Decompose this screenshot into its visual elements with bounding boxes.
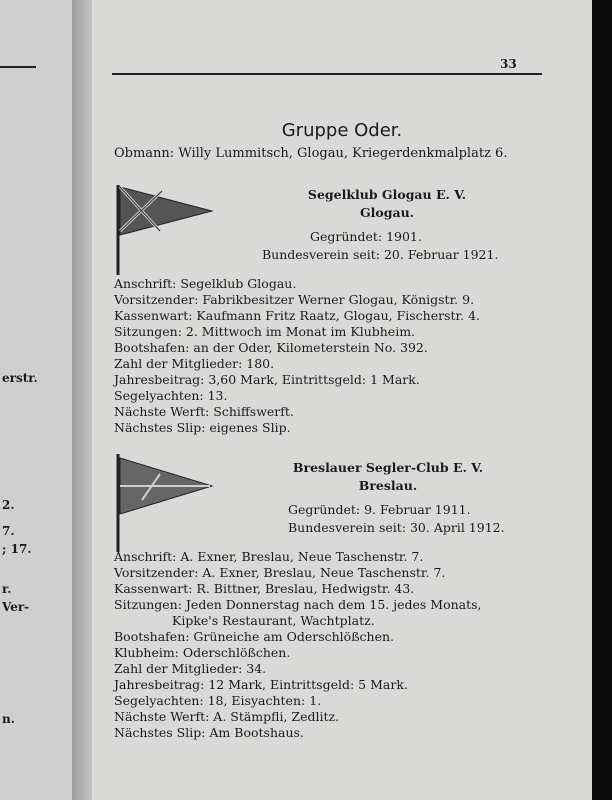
club-entry: Kassenwart: Kaufmann Fritz Raatz, Glogau, Fischerstr. 4.	[114, 308, 481, 323]
left-page-fragment: n.	[2, 712, 15, 726]
club-entry: Kassenwart: R. Bittner, Breslau, Hedwigstr. 43.	[114, 581, 415, 596]
left-page-fragment: erstr.	[2, 371, 38, 385]
header-rule	[112, 73, 542, 75]
club-entry: Anschrift: A. Exner, Breslau, Neue Taschenstr. 7.	[114, 549, 424, 564]
left-page-fragment: Ver-	[2, 600, 30, 614]
club-entry: Bootshafen: an der Oder, Kilometerstein No. 392.	[114, 340, 428, 355]
breslau-pennant-icon	[112, 452, 216, 552]
right-page	[92, 0, 592, 800]
club-founded: Gegründet: 1901.	[310, 229, 422, 244]
left-page-rule	[0, 66, 36, 68]
obmann-line: Obmann: Willy Lummitsch, Glogau, Kriegerdenkmalplatz 6.	[114, 146, 508, 161]
club-name: Segelklub Glogau E. V.	[307, 187, 467, 202]
club-entry: Anschrift: Segelklub Glogau.	[114, 276, 297, 291]
club-entry: Zahl der Mitglieder: 180.	[114, 356, 275, 371]
section-heading: Gruppe Oder.	[281, 120, 403, 141]
club-federation: Bundesverein seit: 20. Februar 1921.	[262, 247, 499, 262]
left-page	[0, 0, 72, 800]
club-entry: Klubheim: Oderschlößchen.	[114, 645, 291, 660]
club-entry: Nächstes Slip: Am Bootshaus.	[114, 725, 304, 740]
left-page-fragment: r.	[2, 582, 12, 596]
club-entry: Vorsitzender: A. Exner, Breslau, Neue Taschenstr. 7.	[114, 565, 446, 580]
club-entry: Jahresbeitrag: 12 Mark, Eintrittsgeld: 5 Mark.	[114, 677, 408, 692]
club-city: Breslau.	[358, 478, 418, 493]
club-entry: Bootshafen: Grüneiche am Oderschlößchen.	[114, 629, 395, 644]
club-name: Breslauer Segler-Club E. V.	[292, 460, 484, 475]
club-entry: Nächste Werft: Schiffswerft.	[114, 404, 294, 419]
club-entry: Jahresbeitrag: 3,60 Mark, Eintrittsgeld: 1 Mark.	[114, 372, 420, 387]
club-entry: Segelyachten: 18, Eisyachten: 1.	[114, 693, 322, 708]
club-entry: Sitzungen: 2. Mittwoch im Monat im Klubheim.	[114, 324, 416, 339]
club-federation: Bundesverein seit: 30. April 1912.	[288, 520, 505, 535]
page-number: 33	[500, 57, 517, 71]
club-entry: Nächstes Slip: eigenes Slip.	[114, 420, 291, 435]
left-page-fragment: 2.	[2, 498, 15, 512]
club-founded: Gegründet: 9. Februar 1911.	[288, 502, 471, 517]
glogau-pennant-icon	[112, 183, 216, 275]
left-page-fragment: 7.	[2, 524, 15, 538]
club-entry: Zahl der Mitglieder: 34.	[114, 661, 267, 676]
club-entry: Nächste Werft: A. Stämpfli, Zedlitz.	[114, 709, 340, 724]
club-entry: Kipke's Restaurant, Wachtplatz.	[172, 613, 375, 628]
left-page-fragment: ; 17.	[2, 542, 32, 556]
club-entry: Sitzungen: Jeden Donnerstag nach dem 15. jedes Monats,	[114, 597, 482, 612]
club-city: Glogau.	[359, 205, 415, 220]
club-entry: Vorsitzender: Fabrikbesitzer Werner Glogau, Königstr. 9.	[114, 292, 475, 307]
club-entry: Segelyachten: 13.	[114, 388, 228, 403]
